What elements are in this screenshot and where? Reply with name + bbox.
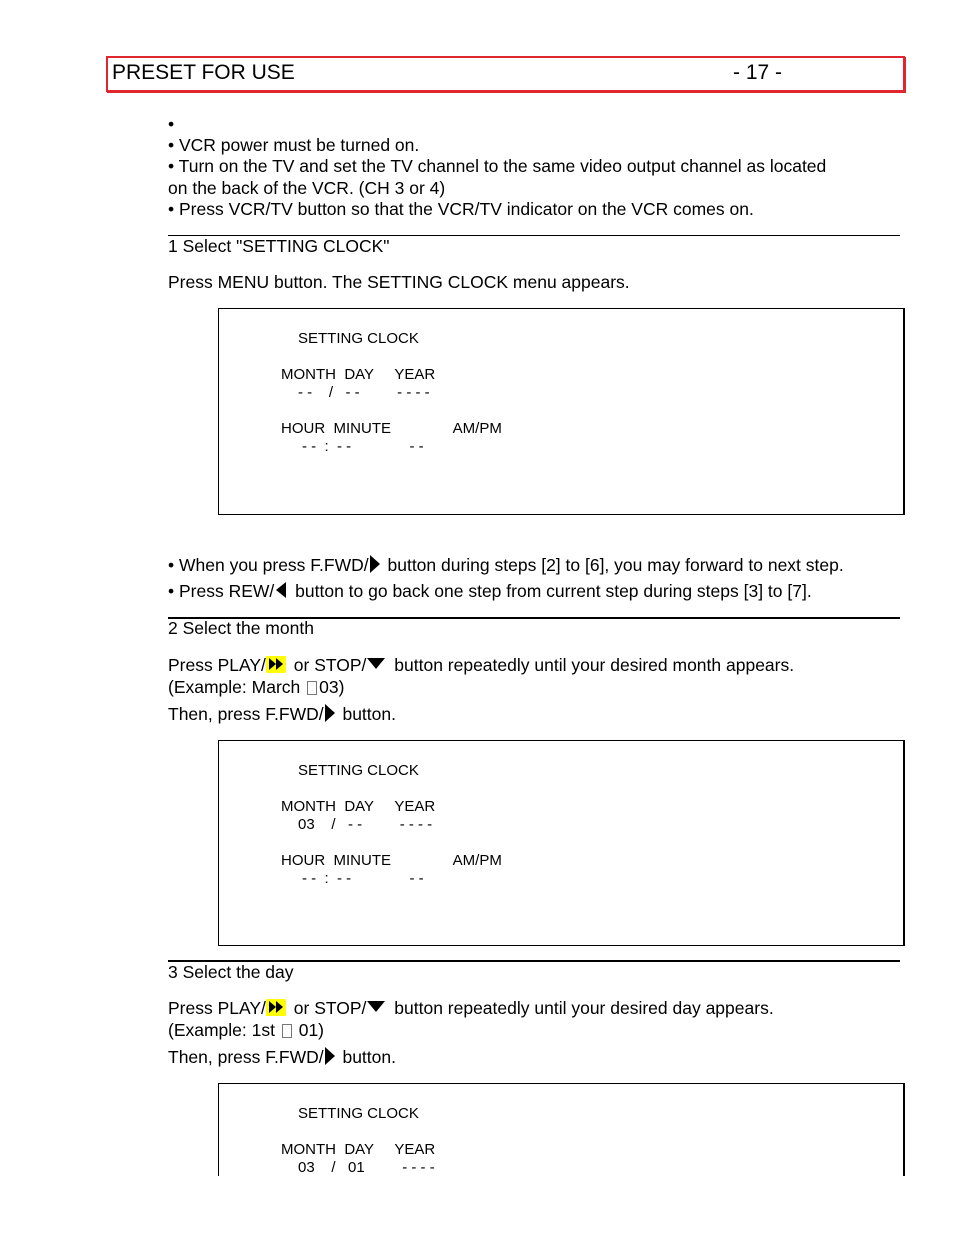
page-number: - 17 - [733,61,783,84]
right-arrow-icon [307,681,317,695]
note-ffwd: • When you press F.FWD/ button during steps [2] to [6], you may forward to next step. [168,555,844,575]
time-header: HOUR MINUTE AM/PM [281,420,502,437]
down-triangle-icon [367,658,385,669]
section-title: PRESET FOR USE [112,61,295,84]
step-heading: 1 Select "SETTING CLOCK" [168,236,390,256]
right-arrow-icon [282,1024,292,1038]
date-values: 03 / 01 - - - - [298,1159,435,1176]
step-instruction: Press PLAY/ or STOP/ button repeatedly until your desired month appears. [168,655,795,675]
intro-line: • Turn on the TV and set the TV channel to the same video output channel as located [168,156,827,176]
time-header: HOUR MINUTE AM/PM [281,852,502,869]
step-heading: 3 Select the day [168,962,294,982]
date-header: MONTH DAY YEAR [281,1141,436,1158]
step-then: Then, press F.FWD/ button. [168,704,396,724]
step-instruction: Press PLAY/ or STOP/ button repeatedly until your desired day appears. [168,998,774,1018]
left-triangle-icon [276,582,286,598]
step-then: Then, press F.FWD/ button. [168,1047,396,1067]
right-triangle-icon [325,1047,335,1065]
double-right-triangle-icon [266,656,286,673]
step-example: (Example: 1st 01) [168,1020,325,1040]
step-heading: 2 Select the month [168,618,314,638]
setting-clock-screen [218,308,905,515]
step-instruction: Press MENU button. The SETTING CLOCK menu appears. [168,272,630,292]
intro-line: • VCR power must be turned on. [168,135,420,155]
date-header: MONTH DAY YEAR [281,798,436,815]
empty-bullet: • [168,114,175,134]
date-header: MONTH DAY YEAR [281,366,436,383]
double-right-triangle-icon [266,999,286,1016]
intro-line: • Press VCR/TV button so that the VCR/TV indicator on the VCR comes on. [168,199,754,219]
step-example: (Example: March 03) [168,677,345,697]
intro-line: on the back of the VCR. (CH 3 or 4) [168,178,446,198]
time-values: - - : - - - - [302,870,424,887]
screen-title: SETTING CLOCK [298,762,419,779]
note-rew: • Press REW/ button to go back one step from current step during steps [3] to [7]. [168,581,812,601]
screen-title: SETTING CLOCK [298,1105,419,1122]
setting-clock-screen [218,740,905,946]
right-triangle-icon [370,555,380,573]
screen-title: SETTING CLOCK [298,330,419,347]
right-triangle-icon [325,704,335,722]
date-values: - - / - - - - - - [298,384,430,401]
down-triangle-icon [367,1001,385,1012]
setting-clock-screen [218,1083,905,1176]
date-values: 03 / - - - - - - [298,816,433,833]
time-values: - - : - - - - [302,438,424,455]
